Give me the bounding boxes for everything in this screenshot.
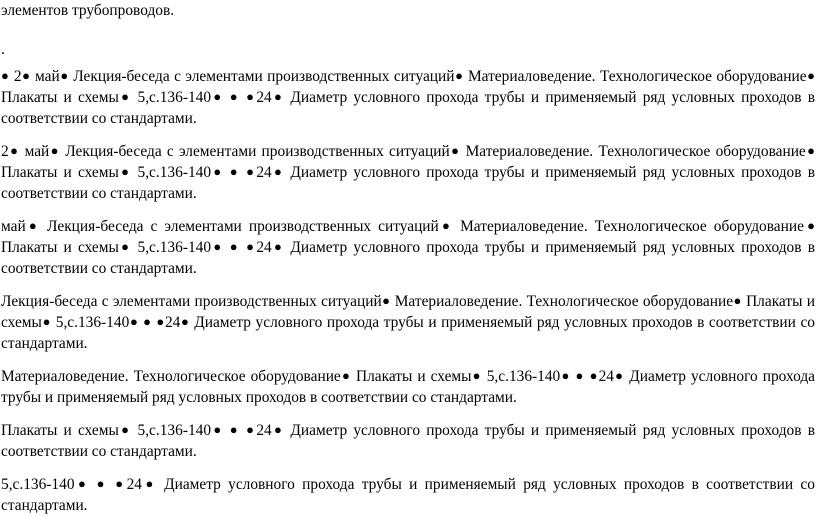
bullet-icon: ● [803,218,815,233]
text-posters: Плакаты и схемы [1,293,815,331]
text-number-24: 24 [126,476,142,493]
text-pages: 5,с.136-140 [1,476,75,493]
text-posters: Плакаты и схемы [1,422,119,439]
bullet-icon: ● [454,68,464,83]
bullet-icon: ● [25,218,40,233]
bullet-icon: ● [129,314,139,329]
paragraph-4 [1,291,815,354]
bullet-icon: ● [733,293,742,308]
bullet-icon: ● [340,368,351,383]
text-number-24: 24 [598,368,614,385]
text-pages: 5,с.136-140 [137,239,212,256]
paragraph-3 [1,216,815,279]
bullet-icon: ● [1,68,10,83]
bullet-icon: ● [141,476,157,491]
text-diameter: Диаметр условного прохода трубы и применяемый ряд условных проходов в соответствии со стандартами. [1,368,815,406]
text-diameter: Диаметр условного прохода трубы и применяемый ряд условных проходов в соответствии со стандартами. [1,476,815,514]
text-pages: 5,с.136-140 [486,368,561,385]
bullet-icon: ● [211,89,224,104]
bullet-icon: ● [271,422,285,437]
text-posters: Плакаты и схемы [356,368,472,385]
bullet-icon: ● [589,368,599,383]
paragraph-2 [1,141,815,204]
bullet-icon: ● [471,368,482,383]
bullet-icon: ● [118,164,132,179]
text-number-2: 2 [1,143,9,160]
text-material: Материаловедение. Технологическое оборудование [467,68,807,85]
text-material: Материаловедение. Технологическое оборудование [460,218,804,235]
paragraph-1 [1,66,815,129]
text-may: май [24,143,50,160]
text-pages: 5,с.136-140 [137,164,212,181]
text-line-dot: . [1,41,5,58]
bullet-icon: ● [381,293,391,308]
bullet-icon: ● [115,476,127,491]
bullet-icon: ● [49,143,60,158]
bullet-icon: ● [21,68,31,83]
text-material: Материаловедение. Технологическое оборудование [394,293,734,310]
bullet-icon: ● [805,143,816,158]
bullet-icon: ● [229,164,240,179]
bullet-icon: ● [156,314,165,329]
text-posters: Плакаты и схемы [1,239,119,256]
bullet-icon: ● [229,89,240,104]
bullet-icon: ● [806,68,815,83]
bullet-icon: ● [211,164,224,179]
text-lecture: Лекция-беседа с элементами производственных ситуаций [65,143,450,160]
bullet-icon: ● [229,239,240,254]
bullet-icon: ● [246,239,257,254]
text-may: май [1,218,26,235]
text-pages: 5,с.136-140 [137,89,212,106]
text-lecture: Лекция-беседа с элементами производственных ситуаций [1,293,382,310]
text-lecture: Лекция-беседа с элементами производственных ситуаций [73,68,455,85]
bullet-icon: ● [143,314,152,329]
bullet-icon: ● [271,89,285,104]
text-number-24: 24 [256,239,272,256]
text-line-pipelines: элементов трубопроводов. [1,2,175,19]
bullet-icon: ● [8,143,20,158]
bullet-icon: ● [118,239,132,254]
text-lecture: Лекция-беседа с элементами производственных ситуаций [47,218,439,235]
text-number-2: 2 [13,68,22,85]
text-posters: Плакаты и схемы [1,164,119,181]
bullet-icon: ● [229,422,240,437]
bullet-icon: ● [180,314,190,329]
text-number-24: 24 [256,422,272,439]
bullet-icon: ● [118,89,132,104]
paragraph-5 [1,366,815,408]
bullet-icon: ● [613,368,625,383]
text-pages: 5,с.136-140 [55,314,130,331]
bullet-icon: ● [560,368,571,383]
text-diameter: Диаметр условного прохода трубы и применяемый ряд условных проходов в соответствии со стандартами. [1,89,815,127]
text-diameter: Диаметр условного прохода трубы и применяемый ряд условных проходов в соответствии со стандартами. [1,314,815,352]
bullet-icon: ● [449,143,461,158]
bullet-icon: ● [246,164,257,179]
text-number-24: 24 [164,314,181,331]
bullet-icon: ● [271,164,285,179]
text-pages: 5,с.136-140 [137,422,212,439]
bullet-icon: ● [575,368,585,383]
paragraph-7 [1,474,815,516]
text-diameter: Диаметр условного прохода трубы и применяемый ряд условных проходов в соответствии со стандартами. [1,164,815,202]
bullet-icon: ● [211,422,224,437]
bullet-icon: ● [246,422,257,437]
text-diameter: Диаметр условного прохода трубы и применяемый ряд условных проходов в соответствии со стандартами. [1,422,815,460]
paragraph-6 [1,420,815,462]
text-may: май [35,68,60,85]
bullet-icon: ● [74,476,90,491]
bullet-icon: ● [271,239,285,254]
text-posters: Плакаты и схемы [1,89,119,106]
bullet-icon: ● [246,89,257,104]
bullet-icon: ● [211,239,224,254]
bullet-icon: ● [59,68,69,83]
bullet-icon: ● [438,218,454,233]
bullet-icon: ● [118,422,132,437]
text-number-24: 24 [256,89,272,106]
text-material: Материаловедение. Технологическое оборудование [465,143,806,160]
bullet-icon: ● [96,476,108,491]
text-material: Материаловедение. Технологическое оборудование [1,368,341,385]
text-number-24: 24 [256,164,272,181]
text-diameter: Диаметр условного прохода трубы и применяемый ряд условных проходов в соответствии со стандартами. [1,239,815,277]
bullet-icon: ● [41,314,52,329]
